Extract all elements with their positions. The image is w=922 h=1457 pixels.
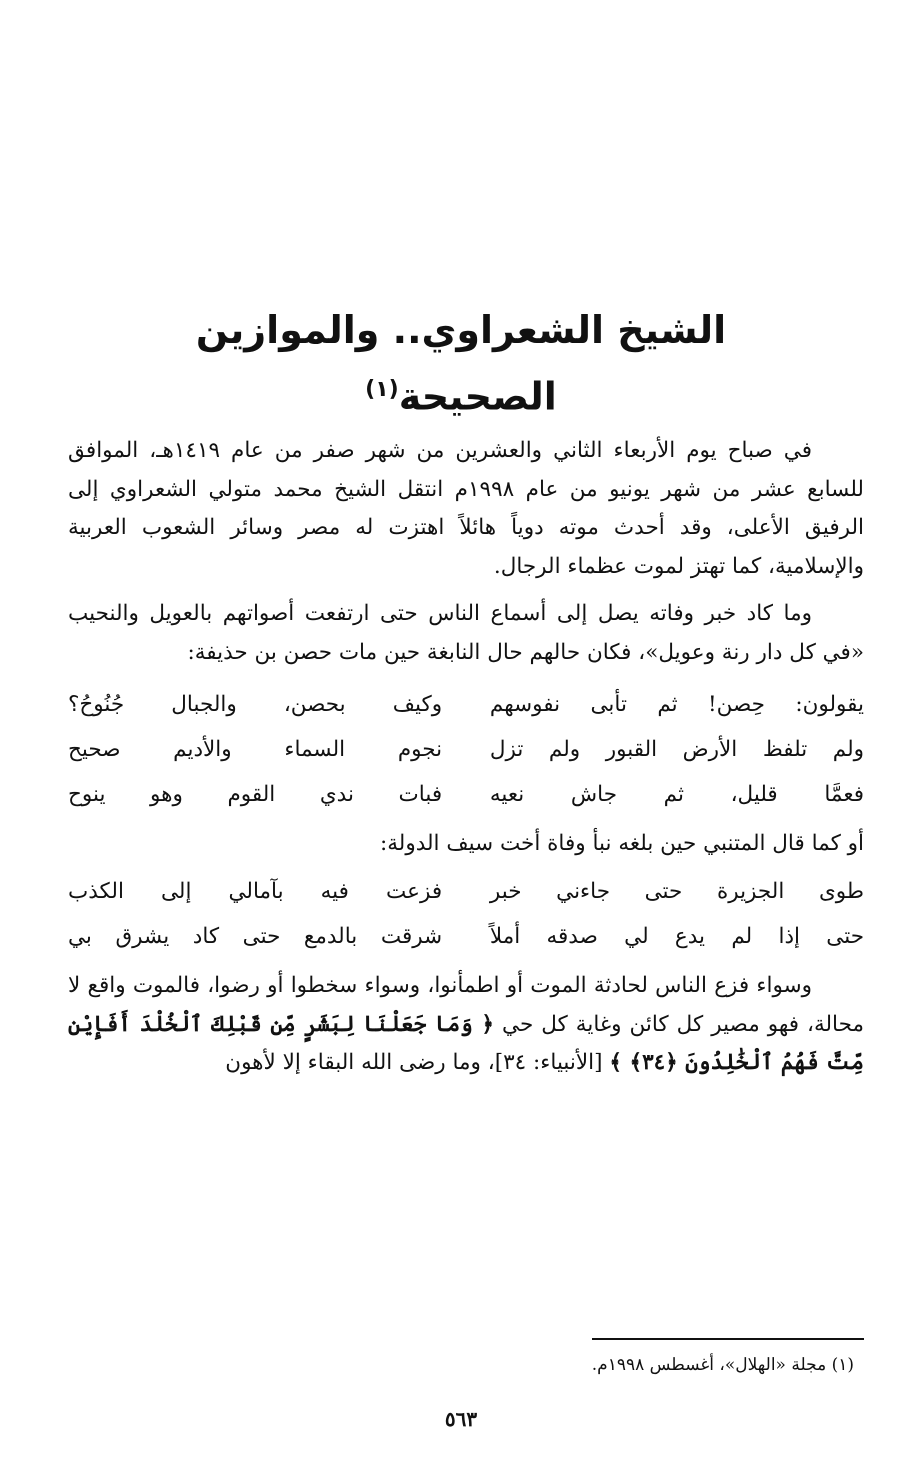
paragraph-3-continuation: وما رضى الله البقاء إلا لأهون (225, 1050, 481, 1076)
verse-line (68, 682, 864, 727)
verse-second-hemistich: وكيف بحصن، والجبال جُنُوحُ؟ (68, 691, 443, 717)
footnote: (١) مجلة «الهلال»، أغسطس ١٩٩٨م. (591, 1355, 854, 1375)
paragraph-3-text: وسواء فزع الناس لحادثة الموت أو اطمأنوا، وسواء سخطوا أو رضوا، فالموت واقع لا محالة، فهو مصير كل كائن وغاية كل حي (68, 973, 865, 1037)
verse-first-hemistich: ولم تلفظ الأرض القبور ولم تزل (489, 736, 864, 762)
quran-citation: [الأنبياء: ٣٤]، (487, 1050, 603, 1076)
footnote-divider (592, 1338, 864, 1340)
paragraph-3 (68, 967, 864, 1083)
chapter-title (100, 300, 822, 427)
verse-line (68, 914, 864, 959)
verse-first-hemistich: فعمَّا قليل، ثم جاش نعيه (489, 781, 864, 807)
verse-first-hemistich: طوى الجزيرة حتى جاءني خبر (489, 879, 864, 905)
paragraph-1: في صباح يوم الأربعاء الثاني والعشرين من شهر صفر من عام ١٤١٩هـ، الموافق للسابع عشر من شهر يونيو من عام ١٩٩٨م انتقل الشيخ محمد متولي الشعراوي إلى الرفيق الأعلى، وقد أحدث موته دوياً هائلاً اهتزت له مصر وسائر الشعوب العربية والإسلامية، كما تهتز لموت عظماء الرجال. (68, 438, 864, 579)
poem-nabigha (68, 682, 864, 817)
chapter-title-text: الشيخ الشعراوي.. والموازين الصحيحة (195, 308, 727, 419)
page-number: ٥٦٣ (444, 1407, 478, 1431)
title-footnote-marker: (١) (365, 377, 399, 402)
verse-first-hemistich: يقولون: حِصن! ثم تأبى نفوسهم (489, 691, 864, 717)
verse-line (68, 727, 864, 772)
quran-verse: ﴿ وَمَا جَعَلْنَا لِبَشَرٍ مِّن قَبْلِكَ ٱلْخُلْدَ أَفَإِيْن مِّتَّ فَهُمُ ٱلْخَٰلِدُونَ ﴿٣٤﴾ ﴾ (68, 1011, 864, 1076)
verse-first-hemistich: حتى إذا لم يدع لي صدقه أملاً (489, 924, 864, 950)
verse-second-hemistich: نجوم السماء والأديم صحيح (68, 736, 443, 762)
verse-line (68, 869, 864, 914)
verse-second-hemistich: شرقت بالدمع حتى كاد يشرق بي (68, 924, 443, 950)
poem-mutanabbi-intro: أو كما قال المتنبي حين بلغه نبأ وفاة أخت سيف الدولة: (380, 830, 864, 856)
verse-line (68, 772, 864, 817)
verse-second-hemistich: فزعت فيه بآمالي إلى الكذب (68, 879, 443, 905)
paragraph-2: وما كاد خبر وفاته يصل إلى أسماع الناس حتى ارتفعت أصواتهم بالعويل والنحيب «في كل دار رنة وعويل»، فكان حالهم حال النابغة حين مات حصن بن حذيفة: (68, 601, 864, 665)
poem-mutanabbi (68, 869, 864, 959)
verse-second-hemistich: فبات ندي القوم وهو ينوح (68, 781, 443, 807)
body-text (68, 432, 864, 1092)
